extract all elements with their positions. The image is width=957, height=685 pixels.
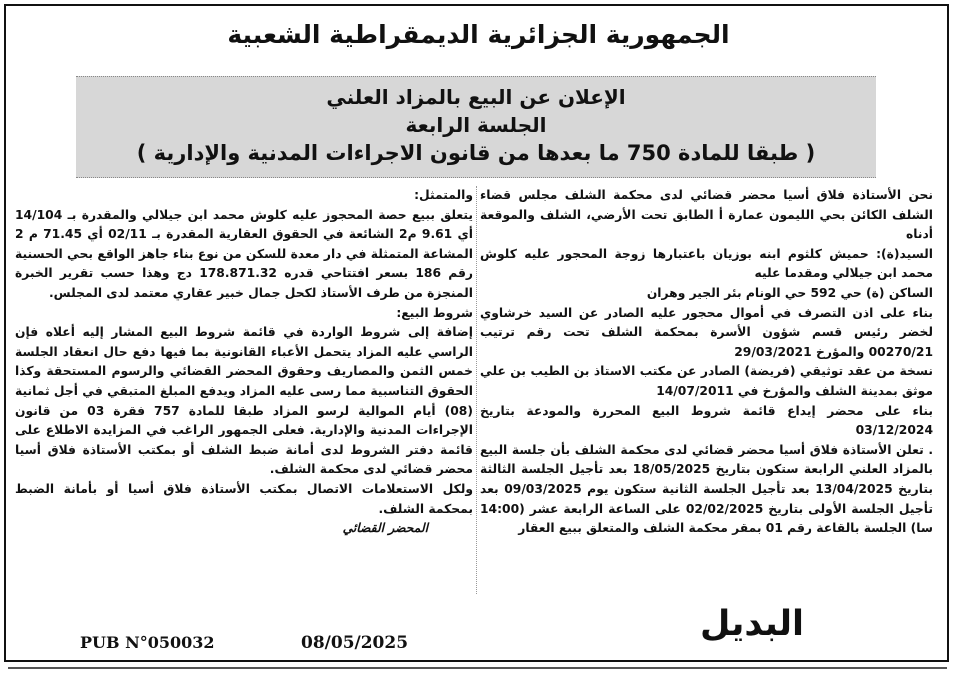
session-label: الجلسة الرابعة xyxy=(405,113,547,137)
applicant-paragraph: السيد(ة): حميش كلثوم ابنه بوزيان باعتبارها زوجة المحجور عليه كلوش محمد ابن جيلالي ومقدما عليه xyxy=(480,246,933,281)
newspaper-name: البديل xyxy=(700,604,805,644)
auction-date-paragraph: . تعلن الأستاذة فلاق أسيا محضر قضائي لدى محكمة الشلف بأن جلسة البيع بالمزاد العلني الرابعة ستكون بتاريخ 18/05/2025 بعد تأجيل الجلسة الثالثة بتاريخ 13/04/2025 بعد تأجيل الجلسة الثانية ستكون يوم 09/03/2025 بعد تأجيل الجلسة الأولى بتاريخ 02/02/2025 على الساعة الرابعة عشر (14:00 سا) الجلسة بالقاعة رقم 01 بمقر محكمة الشلف والمتعلق ببيع العقار xyxy=(480,442,933,536)
bailiff-intro: نحن الأستاذة فلاق أسيا محضر قضائي لدى محكمة الشلف مجلس قضاء الشلف الكائن بحي الليمون عمارة أ الطابق تحت الأرضي، الشلف والموقعة أدناه xyxy=(480,188,933,242)
publication-number: PUB N°050032 xyxy=(80,633,215,652)
contact-paragraph: ولكل الاستعلامات الاتصال بمكتب الأستاذة فلاق أسيا أو بأمانة الضبط بمحكمة الشلف. xyxy=(15,481,473,516)
property-paragraph: يتعلق ببيع حصة المحجوز عليه كلوش محمد ابن جيلالي والمقدرة بـ 14/104 أي 9.61 م2 الشائعة في الحقوق العقارية المقدرة بـ 02/11 أي 71.45 م 2 المشاعة المتمثلة في دار معدة للسكن من نوع بناء جاهز الواقع بحي الحسنية رقم 186 بسعر افتتاحي قدره 178.871.32 دج وهذا حسب تقرير الخبرة المنجزة من طرف الأستاذ لكحل جمال خبير عقاري معتمد لدى المجلس. xyxy=(15,207,473,300)
deposit-paragraph: بناء على محضر إيداع قائمة شروط البيع المحررة والمودعة بتاريخ 03/12/2024 xyxy=(480,403,933,438)
legal-basis: ( طبقا للمادة 750 ما بعدها من قانون الاجراءات المدنية والإدارية ) xyxy=(136,141,816,165)
publication-date: 08/05/2025 xyxy=(301,633,409,653)
signer-title: المحضر القضائي xyxy=(342,521,428,536)
left-column xyxy=(15,186,473,539)
conditions-heading: شروط البيع: xyxy=(396,305,473,320)
announcement-title: الإعلان عن البيع بالمزاد العلني xyxy=(326,85,626,109)
republic-title: الجمهورية الجزائرية الديمقراطية الشعبية xyxy=(227,20,730,49)
right-column xyxy=(480,186,933,539)
residence-paragraph: الساكن (ة) حي 592 حي الونام بئر الجير وهران xyxy=(646,285,933,300)
property-heading: والمتمثل: xyxy=(414,188,473,202)
conditions-paragraph: إضافة إلى شروط الواردة في قائمة شروط البيع المشار إليه أعلاه فإن الراسي عليه المزاد يتحمل الأعباء القانونية بما فيها دفع حال انعقاد الجلسة خمس الثمن والمصاريف وحقوق المحضر القضائي والرسوم المستحقة وكذا الحقوق التناسبية مما رسى عليه المزاد ويدفع المبلغ المتبقي في أجل ثمانية (08) أيام الموالية لرسو المزاد طبقا للمادة 757 فقرة 03 من قانون الإجراءات المدنية والإدارية. فعلى الجمهور الراغب في المزايدة الاطلاع على قائمة دفتر الشروط لدى أمانة ضبط الشلف أو بمكتب الأستاذة فلاق أسيا محضر قضائي لدى محكمة الشلف. xyxy=(15,325,473,477)
bottom-rule xyxy=(8,667,947,669)
announcement-header xyxy=(76,76,876,178)
column-divider xyxy=(476,186,477,594)
authorization-paragraph: بناء على اذن التصرف في أموال محجور عليه الصادر عن السيد خرشاوي لخضر رئيس قسم شؤون الأسرة بمحكمة الشلف تحت رقم ترتيب 00270/21 والمؤرخ 29/03/2021 xyxy=(480,305,933,359)
deed-paragraph: نسخة من عقد توثيقي (فريضة) الصادر عن مكتب الاستاذ بن الطيب بن علي موثق بمدينة الشلف والمؤرخ في 14/07/2011 xyxy=(480,364,933,398)
